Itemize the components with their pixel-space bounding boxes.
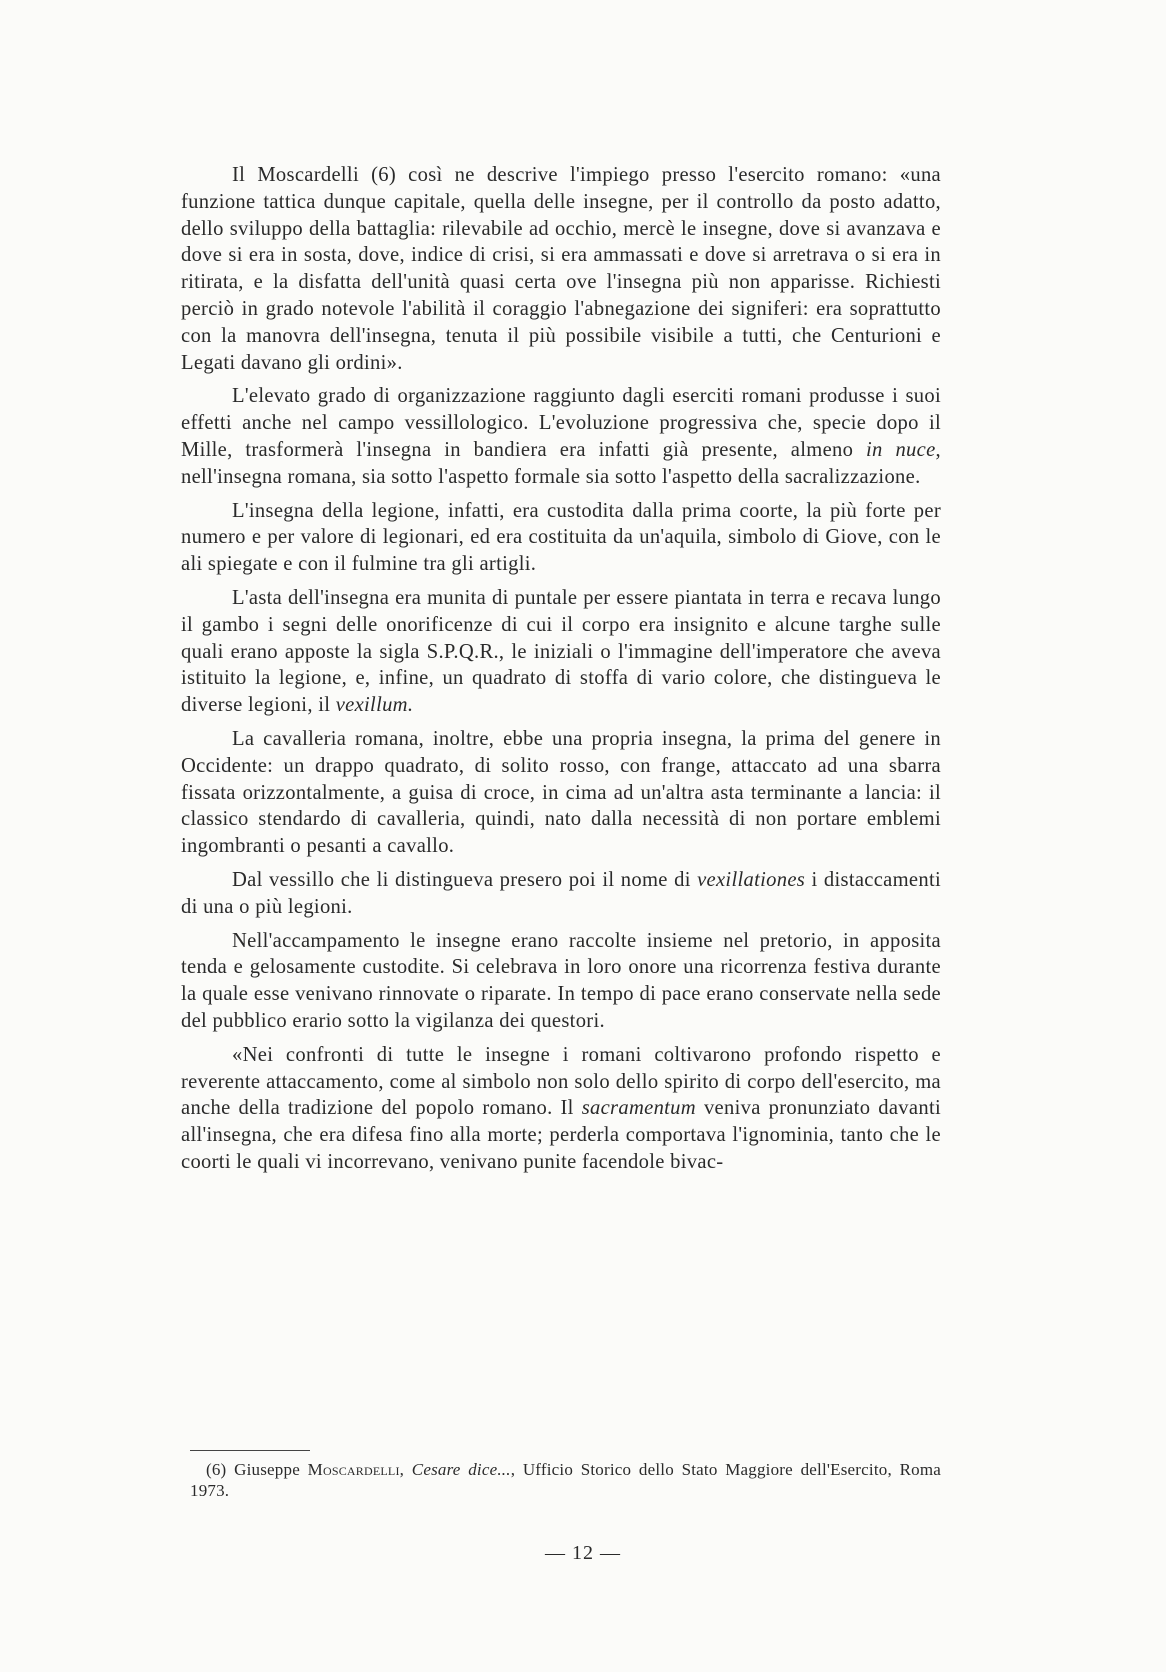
paragraph bbox=[181, 383, 941, 490]
paragraph bbox=[181, 726, 941, 860]
footnote-author-last: Moscardelli bbox=[307, 1460, 400, 1479]
body-text bbox=[181, 162, 941, 1183]
text-run: La cavalleria romana, inoltre, ebbe una propria insegna, la prima del genere in Occidente: un drappo quadrato, di solito rosso, con frange, attaccato ad una sbarra fissata orizzontalmente, a guisa di croce, in cima ad un'altra asta terminante a lancia: il classico stendardo di cavalleria, quindi, nato dalla necessità di non portare emblemi ingombranti o pesanti a cavallo. bbox=[181, 727, 941, 858]
text-run: i distaccamenti di una o più legioni. bbox=[181, 868, 941, 918]
footnote-6 bbox=[190, 1459, 941, 1501]
footnote-title: Cesare dice... bbox=[411, 1460, 511, 1479]
paragraph bbox=[181, 867, 941, 921]
text-run: «Nei confronti di tutte le insegne i romani coltivarono profondo rispetto e reverente attaccamento, come al simbolo non solo dello spirito di corpo dell'esercito, ma anche della tradizione del popolo romano. Il bbox=[181, 1043, 941, 1120]
italic-term: sacramentum bbox=[581, 1097, 696, 1120]
footnote-author-first: Giuseppe bbox=[234, 1460, 300, 1479]
text-run: Nell'accampamento le insegne erano raccolte insieme nel pretorio, in apposita tenda e gelosamente custodite. Si celebrava in loro onore una ricorrenza festiva durante la quale esse venivano rinnovate o riparate. In tempo di pace erano conservate nella sede del pubblico erario sotto la vigilanza dei questori. bbox=[181, 929, 941, 1032]
paragraph bbox=[181, 585, 941, 719]
footnote-marker: (6) bbox=[206, 1460, 227, 1479]
paragraph bbox=[181, 928, 941, 1035]
italic-term: vexillationes bbox=[697, 868, 806, 891]
paragraph bbox=[181, 162, 941, 376]
page-number: — 12 — bbox=[545, 1542, 621, 1564]
footnote-separator bbox=[190, 1450, 310, 1451]
text-run: Il Moscardelli (6) così ne descrive l'impiego presso l'esercito romano: «una funzione tattica dunque capitale, quella delle insegne, per il controllo da posto adatto, dello sviluppo della battaglia: rilevabile ad occhio, mercè le insegne, dove si avanzava e dove si era in sosta, dove, indice di crisi, si era ammassati e dove si arretrava o si era in ritirata, e la disfatta dell'unità quasi certa ove l'insegna più non apparisse. Richiesti perciò in grado notevole l'abilità il coraggio l'abnegazione dei signiferi: era soprattutto con la manovra dell'insegna, tenuta il più possibile visibile a tutti, che Centurioni e Legati davano gli ordini». bbox=[181, 164, 941, 374]
text-run: , nell'insegna romana, sia sotto l'aspetto formale sia sotto l'aspetto della sacralizzazione. bbox=[181, 438, 941, 488]
italic-term: in nuce bbox=[866, 438, 936, 461]
footnote-rest: , Ufficio Storico dello Stato Maggiore dell'Esercito, Roma 1973. bbox=[190, 1460, 942, 1500]
text-run: L'asta dell'insegna era munita di puntale per essere piantata in terra e recava lungo il gambo i segni delle onorificenze di cui il corpo era insignito e alcune targhe sulle quali erano apposte la sigla S.P.Q.R., le iniziali o l'immagine dell'imperatore che aveva istituito la legione, e, infine, un quadrato di stoffa di vario colore, che distingueva le diverse legioni, il bbox=[181, 586, 941, 717]
paragraph bbox=[181, 1042, 941, 1176]
italic-term: vexillum. bbox=[335, 694, 414, 717]
footnote-comma: , bbox=[399, 1460, 405, 1479]
text-run: L'insegna della legione, infatti, era custodita dalla prima coorte, la più forte per numero e per valore di legionari, ed era costituita da un'aquila, simbolo di Giove, con le ali spiegate e con il fulmine tra gli artigli. bbox=[181, 499, 941, 576]
text-run: Dal vessillo che li distingueva presero poi il nome di bbox=[232, 868, 698, 891]
paragraph bbox=[181, 498, 941, 578]
text-run: L'elevato grado di organizzazione raggiunto dagli eserciti romani produsse i suoi effetti anche nel campo vessillologico. L'evoluzione progressiva che, specie dopo il Mille, trasformerà l'insegna in bandiera era infatti già presente, almeno bbox=[181, 385, 941, 461]
text-run: veniva pronunziato davanti all'insegna, che era difesa fino alla morte; perderla comportava l'ignominia, tanto che le coorti le quali vi incorrevano, venivano punite facendole bivac- bbox=[181, 1097, 941, 1173]
